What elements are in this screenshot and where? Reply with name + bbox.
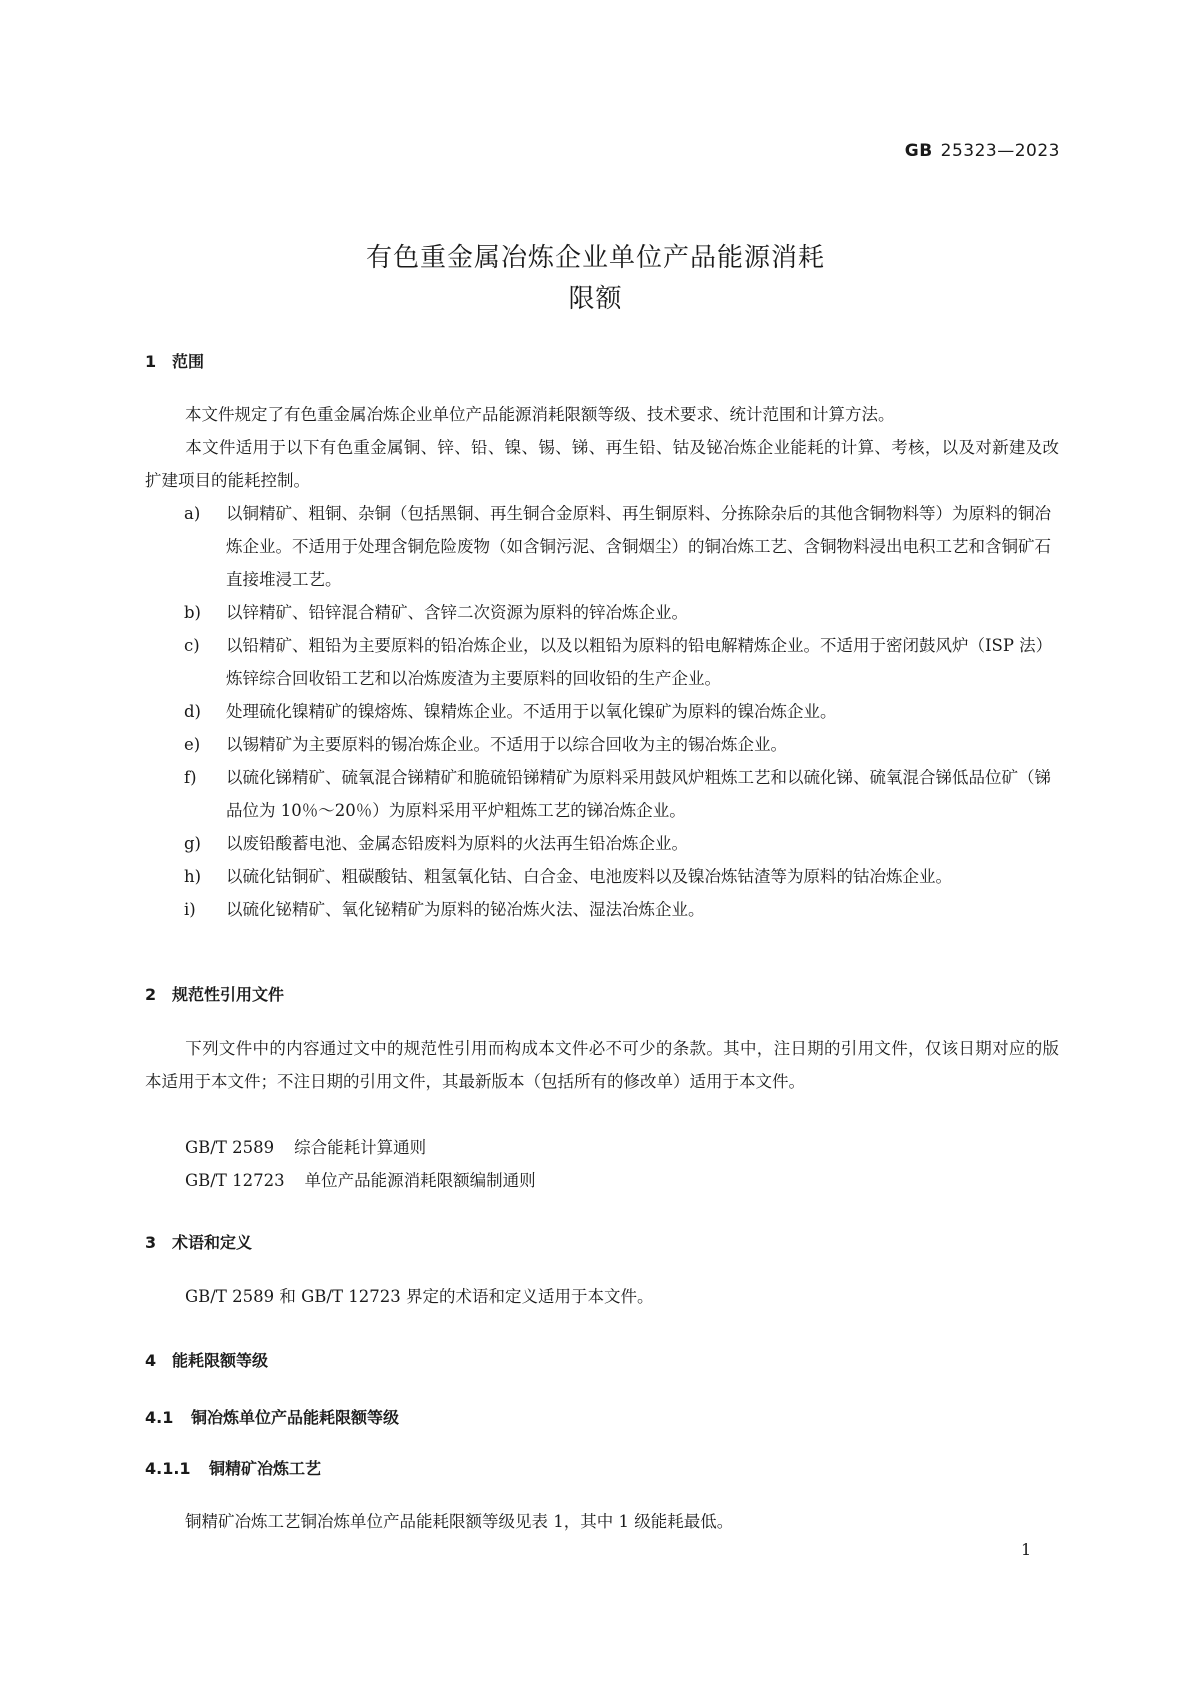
list-item (184, 596, 1059, 629)
section-number: 1 (145, 352, 157, 371)
section-title: 能耗限额等级 (172, 1351, 269, 1370)
subsection-4-1-1-heading (145, 1456, 321, 1479)
list-item-text: 以铜精矿、粗铜、杂铜（包括黑铜、再生铜合金原料、再生铜原料、分拣除杂后的其他含铜物料等）为原料的铜冶炼企业。不适用于处理含铜危险废物（如含铜污泥、含铜烟尘）的铜冶炼工艺、含铜物料浸出电积工艺和含铜矿石直接堆浸工艺。 (226, 504, 1051, 589)
reference-title: 综合能耗计算通则 (294, 1138, 427, 1157)
list-item-label: c) (184, 636, 200, 655)
section-title: 铜冶炼单位产品能耗限额等级 (191, 1408, 400, 1427)
list-item-label: g) (184, 834, 201, 853)
reference-code: GB/T 12723 (185, 1171, 285, 1190)
section-title: 铜精矿冶炼工艺 (209, 1459, 322, 1478)
list-item (184, 860, 1059, 893)
list-item-label: b) (184, 603, 201, 622)
section-title: 术语和定义 (172, 1233, 253, 1252)
section-title: 规范性引用文件 (172, 985, 285, 1004)
list-item-label: d) (184, 702, 201, 721)
list-item (184, 728, 1059, 761)
standard-number (905, 141, 1060, 161)
paragraph-text: 本文件适用于以下有色重金属铜、锌、铅、镍、锡、锑、再生铅、钴及铋冶炼企业能耗的计算、考核，以及对新建及改扩建项目的能耗控制。 (145, 438, 1059, 490)
list-item-text: 以废铅酸蓄电池、金属态铅废料为原料的火法再生铅冶炼企业。 (226, 834, 688, 853)
list-item-text: 以铅精矿、粗铅为主要原料的铅冶炼企业，以及以粗铅为原料的铅电解精炼企业。不适用于密闭鼓风炉（ISP 法）炼锌综合回收铅工艺和以冶炼废渣为主要原料的回收铅的生产企业。 (226, 636, 1053, 688)
section-1-paragraph-1 (145, 398, 1059, 431)
paragraph-text: 铜精矿冶炼工艺铜冶炼单位产品能耗限额等级见表 1，其中 1 级能耗最低。 (185, 1512, 734, 1531)
section-number: 4.1.1 (145, 1459, 191, 1478)
list-item-text: 以硫化锑精矿、硫氧混合锑精矿和脆硫铅锑精矿为原料采用鼓风炉粗炼工艺和以硫化锑、硫氧混合锑低品位矿（锑品位为 10％～20％）为原料采用平炉粗炼工艺的锑冶炼企业。 (226, 768, 1051, 820)
normative-reference (185, 1131, 426, 1164)
section-number: 3 (145, 1233, 157, 1252)
normative-reference (185, 1164, 536, 1197)
list-item-text: 以锡精矿为主要原料的锡冶炼企业。不适用于以综合回收为主的锡冶炼企业。 (226, 735, 787, 754)
list-item (184, 827, 1059, 860)
section-title: 范围 (172, 352, 205, 371)
section-number: 4 (145, 1351, 157, 1370)
list-item (184, 629, 1059, 695)
paragraph-text: 本文件规定了有色重金属冶炼企业单位产品能源消耗限额等级、技术要求、统计范围和计算方法。 (185, 405, 895, 424)
subsection-4-1-heading (145, 1405, 399, 1428)
section-4-heading (145, 1348, 268, 1371)
paragraph-text: GB/T 2589 和 GB/T 12723 界定的术语和定义适用于本文件。 (185, 1287, 654, 1306)
section-4-paragraph-1 (145, 1505, 1059, 1538)
section-2-paragraph-1 (145, 1032, 1059, 1098)
list-item-text: 处理硫化镍精矿的镍熔炼、镍精炼企业。不适用于以氧化镍矿为原料的镍冶炼企业。 (226, 702, 837, 721)
list-item (184, 695, 1059, 728)
reference-code: GB/T 2589 (185, 1138, 275, 1157)
section-3-paragraph-1 (145, 1280, 1059, 1313)
section-1-heading (145, 349, 204, 372)
section-number: 2 (145, 985, 157, 1004)
list-item-text: 以硫化铋精矿、氧化铋精矿为原料的铋冶炼火法、湿法冶炼企业。 (226, 900, 705, 919)
section-2-heading (145, 982, 284, 1005)
list-item (184, 761, 1059, 827)
page-number: 1 (1021, 1540, 1032, 1559)
title-line-2: 限额 (568, 284, 623, 314)
list-item-text: 以硫化钴铜矿、粗碳酸钴、粗氢氧化钴、白合金、电池废料以及镍冶炼钴渣等为原料的钴冶炼企业。 (226, 867, 952, 886)
section-1-paragraph-2 (145, 431, 1059, 497)
reference-title: 单位产品能源消耗限额编制通则 (304, 1171, 536, 1190)
list-item-label: f) (184, 768, 197, 787)
section-number: 4.1 (145, 1408, 174, 1427)
scope-list (184, 497, 1059, 926)
list-item (184, 497, 1059, 596)
standard-code: 25323—2023 (940, 141, 1060, 161)
document-title (0, 238, 1191, 320)
paragraph-text: 下列文件中的内容通过文中的规范性引用而构成本文件必不可少的条款。其中，注日期的引用文件，仅该日期对应的版本适用于本文件；不注日期的引用文件，其最新版本（包括所有的修改单）适用于本文件。 (145, 1039, 1059, 1091)
section-3-heading (145, 1230, 252, 1253)
title-line-1: 有色重金属冶炼企业单位产品能源消耗 (365, 243, 825, 273)
list-item-text: 以锌精矿、铅锌混合精矿、含锌二次资源为原料的锌冶炼企业。 (226, 603, 688, 622)
standard-prefix: GB (904, 141, 933, 161)
list-item-label: a) (184, 504, 201, 523)
list-item (184, 893, 1059, 926)
list-item-label: i) (184, 900, 196, 919)
list-item-label: e) (184, 735, 201, 754)
list-item-label: h) (184, 867, 202, 886)
